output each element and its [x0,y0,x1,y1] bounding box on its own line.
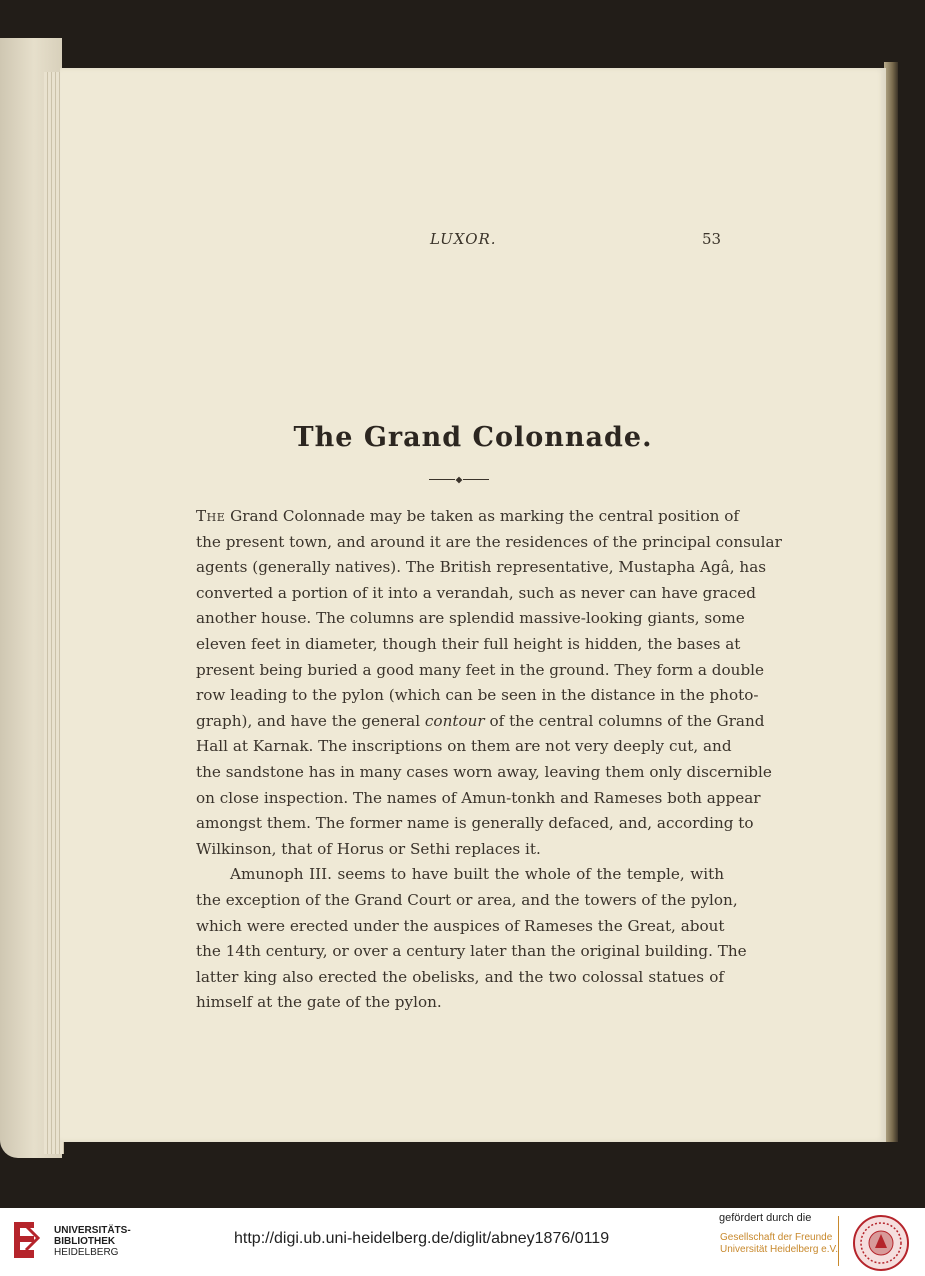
funded-by-label: gefördert durch die [719,1212,812,1224]
text-line: amongst them. The former name is generally defaced, and, according to [196,814,754,833]
section-title: The Grand Colonnade. [293,422,653,453]
text-line: The Grand Colonnade may be taken as marking the central position of [196,507,740,525]
university-seal-icon [852,1214,910,1272]
running-head: LUXOR. [430,230,497,248]
page-header [60,230,886,252]
text-line: Wilkinson, that of Horus or Sethi replaces it. [196,839,541,858]
text-line: converted a portion of it into a verandah, such as never can have graced [196,583,756,602]
sponsor-name[interactable]: Gesellschaft der Freunde Universität Heidelberg e.V. [720,1232,839,1255]
right-page-edge [884,62,898,1142]
text-line: the sandstone has in many cases worn away, leaving them only discernible [196,762,772,781]
italic-word: contour [424,711,485,730]
text-line: the exception of the Grand Court or area, and the towers of the pylon, [196,890,738,909]
paragraph-1 [196,504,782,862]
body-text [196,504,782,1016]
text-line: graph), and have the general contour of the central columns of the Grand [196,711,765,730]
text-line: eleven feet in diameter, though their full height is hidden, the bases at [196,634,741,653]
text-line: on close inspection. The names of Amun-tonkh and Rameses both appear [196,788,761,807]
text-line: another house. The columns are splendid massive-looking giants, some [196,609,745,628]
text-line: himself at the gate of the pylon. [196,993,442,1012]
text-line: row leading to the pylon (which can be seen in the distance in the photo- [196,686,759,705]
library-name: UNIVERSITÄTS- BIBLIOTHEK HEIDELBERG [54,1225,131,1258]
text-line: the 14th century, or over a century later than the original building. The [196,942,747,961]
small-caps-word: The [196,507,226,525]
page-number: 53 [702,230,722,248]
title-ornament-icon [429,477,489,483]
text-line: present being buried a good many feet in the ground. They form a double [196,660,765,679]
footer-divider [838,1216,839,1266]
text-line: which were erected under the auspices of Rameses the Great, about [196,916,725,935]
text-line: agents (generally natives). The British representative, Mustapha Agâ, has [196,558,767,577]
text-line: Hall at Karnak. The inscriptions on them are not very deeply cut, and [196,737,732,756]
text-line: the present town, and around it are the residences of the principal consular [196,532,782,551]
text-line: Amunoph III. seems to have built the whole of the temple, with [230,865,724,884]
text-line: latter king also erected the obelisks, and the two colossal statues of [196,967,724,986]
paragraph-2 [196,862,747,1016]
university-library-logo-icon[interactable] [10,1218,40,1264]
permalink-url[interactable]: http://digi.ub.uni-heidelberg.de/diglit/abney1876/0119 [234,1230,610,1247]
